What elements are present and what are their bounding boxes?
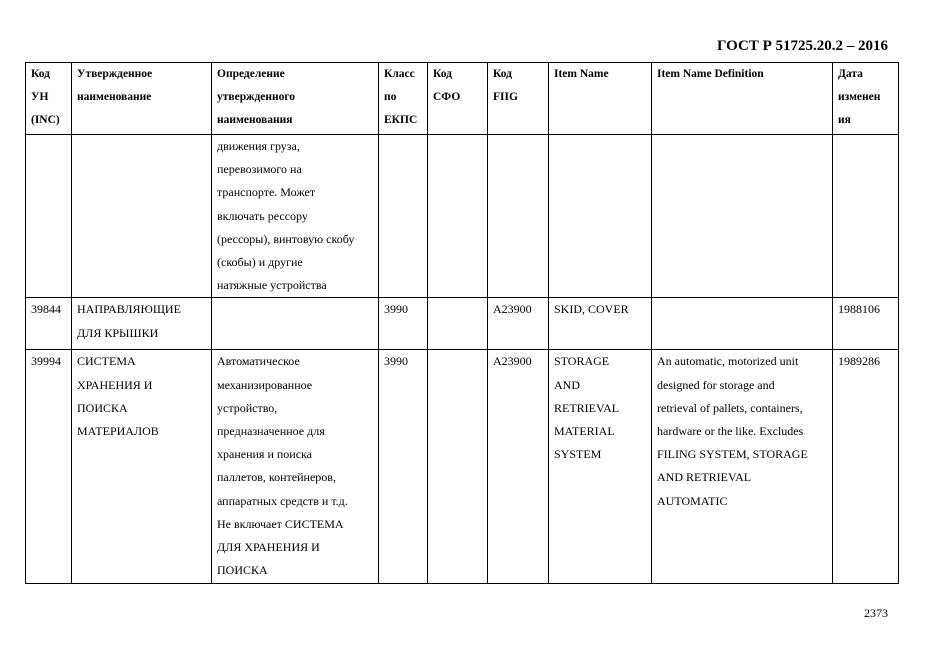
cell-sfo-code [428, 350, 488, 584]
cell-ekps-class: 3990 [379, 298, 428, 350]
cell-change-date [833, 135, 899, 298]
header-inc-code: Код УН (INC) [26, 63, 72, 135]
cell-fiig-code: A23900 [488, 350, 549, 584]
cell-ekps-class: 3990 [379, 350, 428, 584]
header-approved-name: Утвержденное наименование [72, 63, 212, 135]
cell-change-date: 1988106 [833, 298, 899, 350]
cell-item-name [549, 135, 652, 298]
cell-definition [212, 298, 379, 350]
cell-sfo-code [428, 298, 488, 350]
cell-item-name-definition: An automatic, motorized unit designed for storage and retrieval of pallets, containers, hardware or the like. Excludes FILING SYSTEM, STORAGE AND RETRIEVAL AUTOMATIC [652, 350, 833, 584]
cell-inc-code: 39844 [26, 298, 72, 350]
header-item-name: Item Name [549, 63, 652, 135]
cell-sfo-code [428, 135, 488, 298]
header-approved-name-definition: Определение утвержденного наименования [212, 63, 379, 135]
cell-ekps-class [379, 135, 428, 298]
cell-approved-name: СИСТЕМА ХРАНЕНИЯ И ПОИСКА МАТЕРИАЛОВ [72, 350, 212, 584]
cell-item-name-definition [652, 135, 833, 298]
header-ekps-class: Класс по ЕКПС [379, 63, 428, 135]
catalog-table [25, 62, 899, 584]
cell-item-name: SKID, COVER [549, 298, 652, 350]
cell-item-name-definition [652, 298, 833, 350]
cell-inc-code: 39994 [26, 350, 72, 584]
cell-approved-name [72, 135, 212, 298]
table-row [26, 298, 899, 350]
cell-definition: Автоматическое механизированное устройство, предназначенное для хранения и поиска паллетов, контейнеров, аппаратных средств и т.д. Не включает СИСТЕМА ДЛЯ ХРАНЕНИЯ И ПОИСКА [212, 350, 379, 584]
header-item-name-definition: Item Name Definition [652, 63, 833, 135]
table-header-row [26, 63, 899, 135]
header-change-date: Дата изменен ия [833, 63, 899, 135]
cell-fiig-code [488, 135, 549, 298]
document-standard-header: ГОСТ Р 51725.20.2 – 2016 [716, 38, 888, 54]
cell-approved-name: НАПРАВЛЯЮЩИЕ ДЛЯ КРЫШКИ [72, 298, 212, 350]
cell-inc-code [26, 135, 72, 298]
cell-item-name: STORAGE AND RETRIEVAL MATERIAL SYSTEM [549, 350, 652, 584]
header-sfo-code: Код СФО [428, 63, 488, 135]
header-fiig-code: Код FIIG [488, 63, 549, 135]
cell-definition: движения груза, перевозимого на транспорте. Может включать рессору (рессоры), винтовую скобу (скобы) и другие натяжные устройства [212, 135, 379, 298]
cell-change-date: 1989286 [833, 350, 899, 584]
table-row [26, 350, 899, 584]
table-row [26, 135, 899, 298]
page-number: 2373 [864, 606, 888, 620]
cell-fiig-code: A23900 [488, 298, 549, 350]
